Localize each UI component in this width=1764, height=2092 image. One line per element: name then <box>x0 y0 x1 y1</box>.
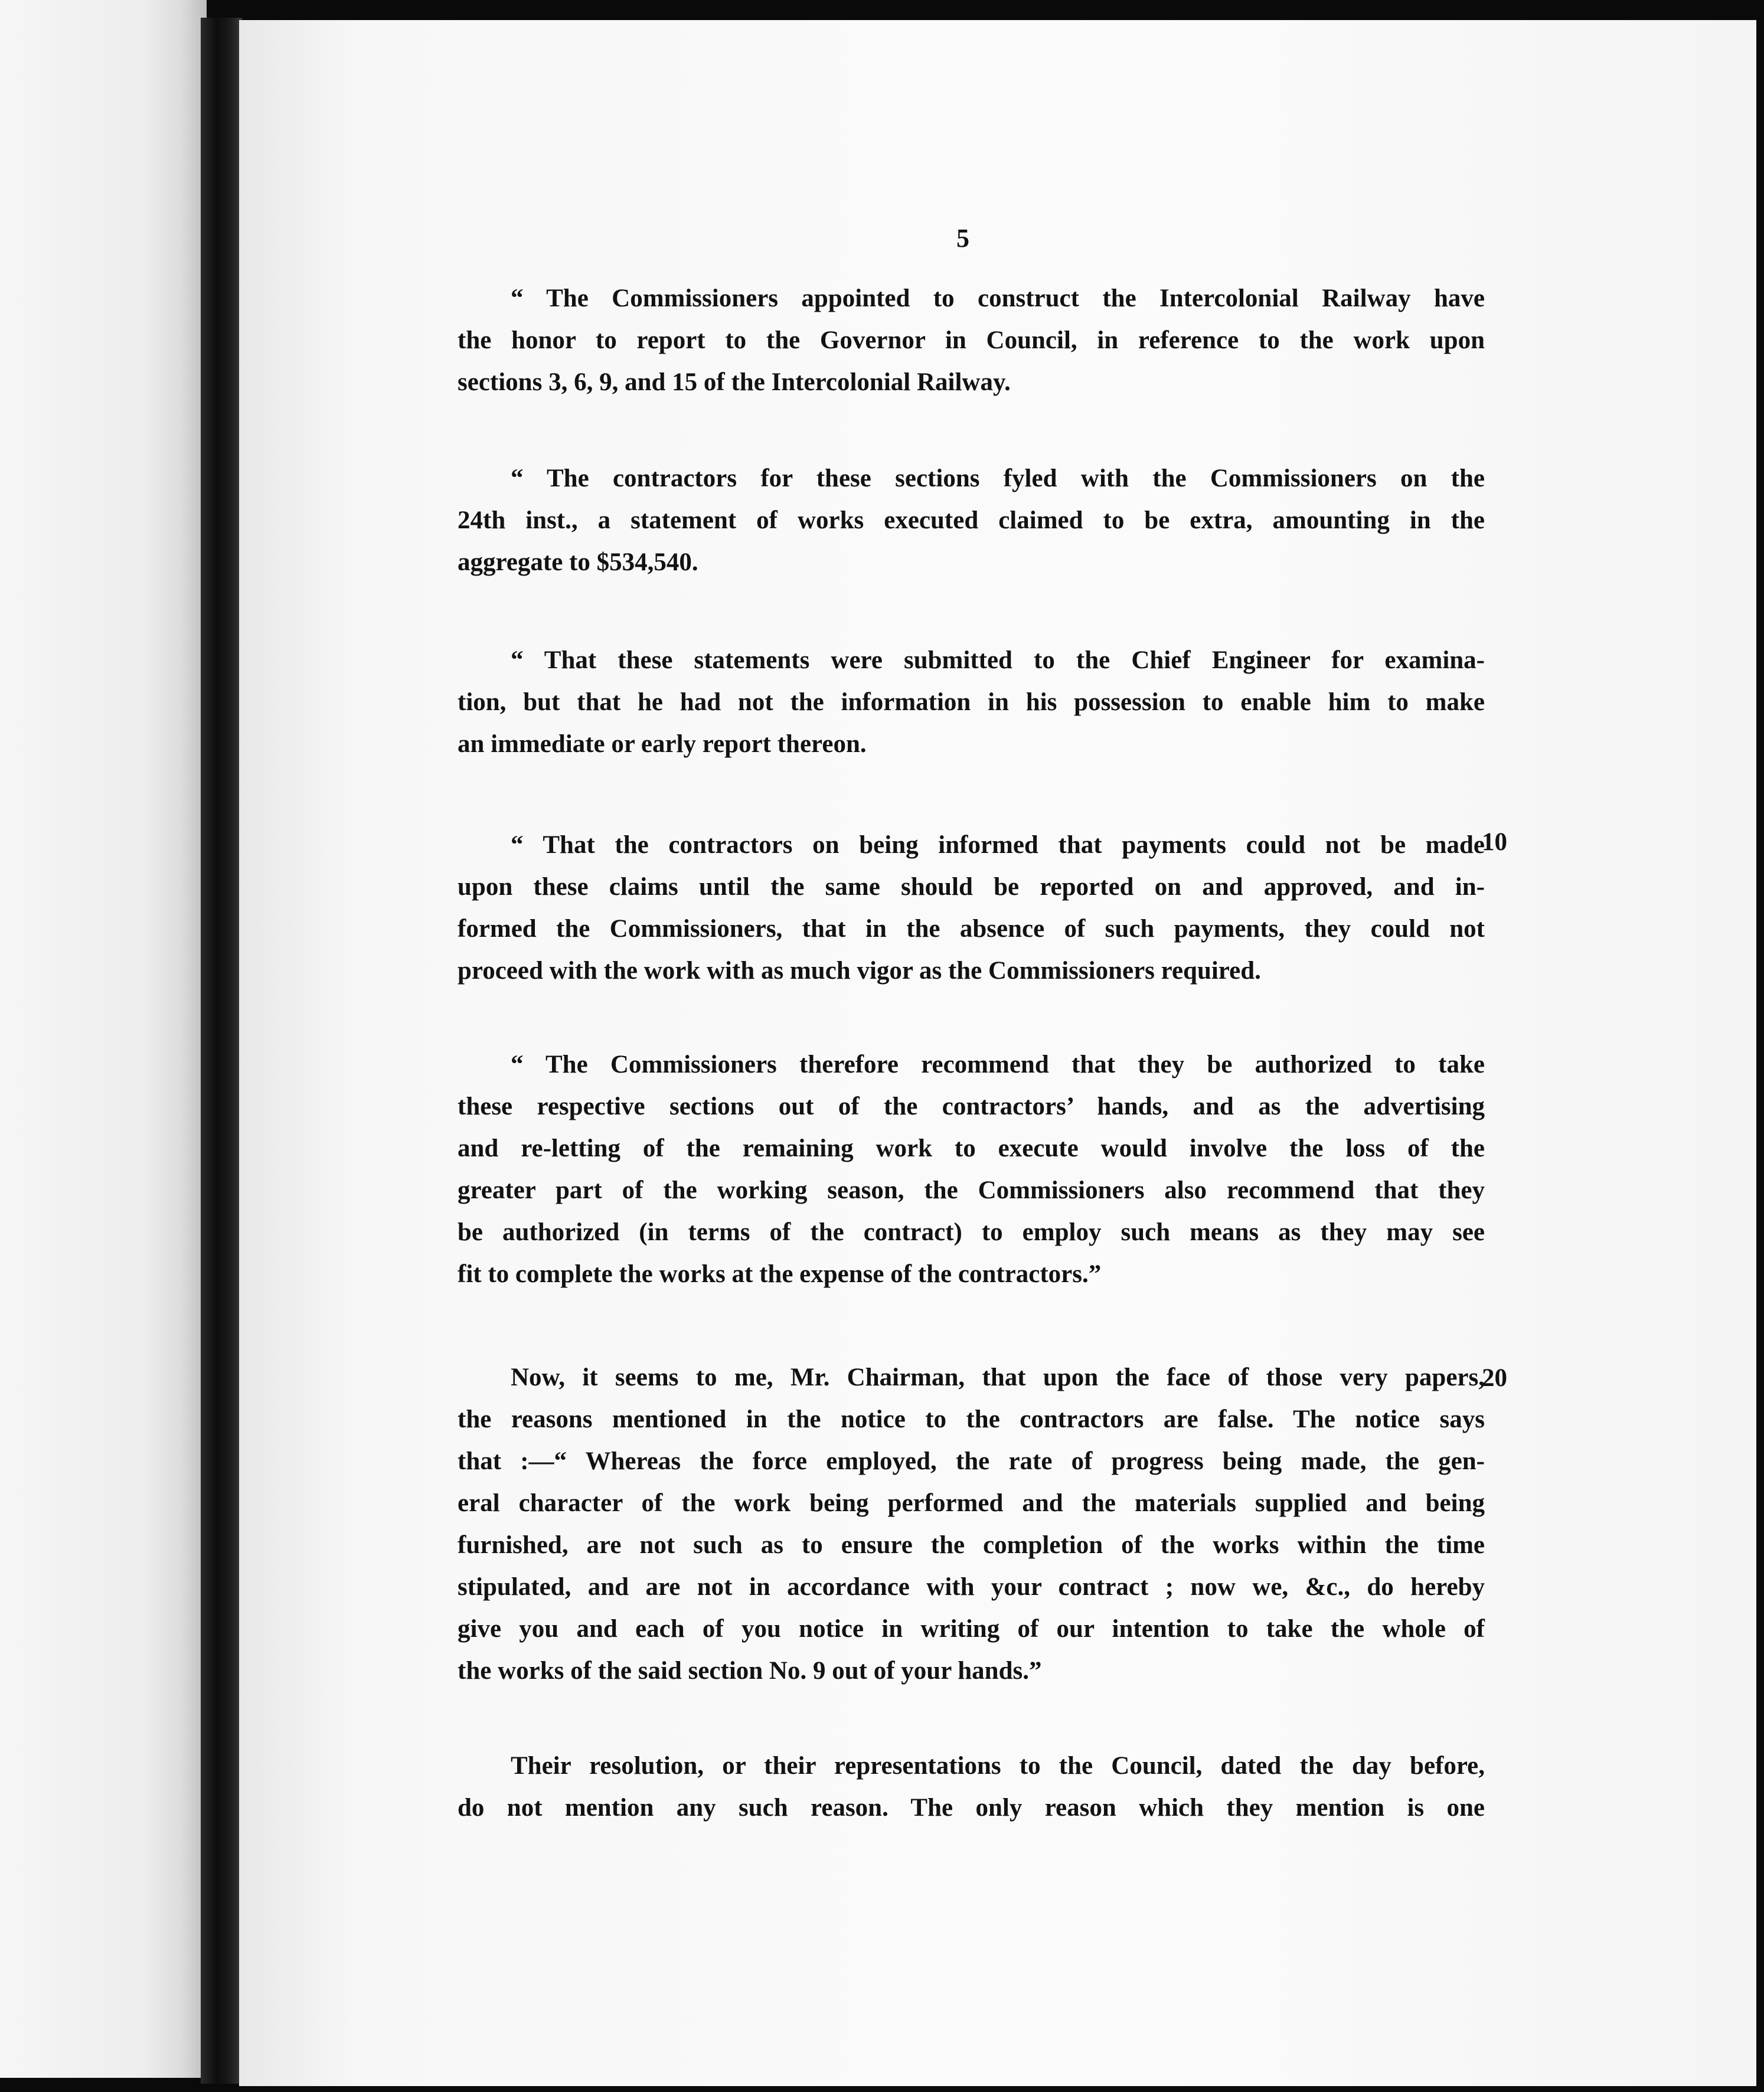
page-number: 5 <box>956 224 969 253</box>
left-page-edge <box>0 0 207 2078</box>
text-line: the reasons mentioned in the notice to the contractors are false. The notice says <box>458 1405 1485 1433</box>
text-line: 24th inst., a statement of works executed claimed to be extra, amounting in the <box>458 506 1485 534</box>
margin-line-number: 10 <box>1482 828 1507 856</box>
text-line: “ That the contractors on being informed that payments could not be made <box>511 831 1485 859</box>
text-line: proceed with the work with as much vigor as the Commissioners required. <box>458 957 1261 985</box>
text-line: Their resolution, or their representations to the Council, dated the day before, <box>511 1752 1485 1780</box>
text-line: be authorized (in terms of the contract) to employ such means as they may see <box>458 1218 1485 1246</box>
text-line: aggregate to $534,540. <box>458 548 698 576</box>
book-binding <box>201 18 242 2084</box>
margin-line-number: 20 <box>1482 1364 1507 1392</box>
text-line: formed the Commissioners, that in the absence of such payments, they could not <box>458 915 1485 943</box>
text-line: and re-letting of the remaining work to execute would involve the loss of the <box>458 1135 1485 1162</box>
text-line: “ The Commissioners appointed to construct the Intercolonial Railway have <box>511 285 1485 312</box>
text-line: the honor to report to the Governor in Council, in reference to the work upon <box>458 326 1485 354</box>
text-line: fit to complete the works at the expense of the contractors.” <box>458 1260 1102 1288</box>
text-line: “ That these statements were submitted to the Chief Engineer for examina- <box>511 646 1485 674</box>
text-line: stipulated, and are not in accordance with your contract ; now we, &c., do hereby <box>458 1573 1485 1601</box>
text-line: an immediate or early report thereon. <box>458 730 867 758</box>
paragraph-6 <box>458 1356 1485 1692</box>
text-line: “ The Commissioners therefore recommend that they be authorized to take <box>511 1051 1485 1078</box>
text-line: furnished, are not such as to ensure the completion of the works within the time <box>458 1531 1485 1559</box>
text-line: that :—“ Whereas the force employed, the rate of progress being made, the gen- <box>458 1447 1485 1475</box>
text-line: “ The contractors for these sections fyled with the Commissioners on the <box>511 465 1485 492</box>
text-line: eral character of the work being performed and the materials supplied and being <box>458 1489 1485 1517</box>
text-line: do not mention any such reason. The only reason which they mention is one <box>458 1794 1485 1822</box>
paragraph-1 <box>458 277 1485 403</box>
text-line: upon these claims until the same should be reported on and approved, and in- <box>458 873 1485 901</box>
paragraph-3 <box>458 639 1485 765</box>
text-line: the works of the said section No. 9 out of your hands.” <box>458 1657 1042 1685</box>
text-line: Now, it seems to me, Mr. Chairman, that upon the face of those very papers, <box>511 1364 1485 1391</box>
text-line: sections 3, 6, 9, and 15 of the Intercolonial Railway. <box>458 368 1011 396</box>
paragraph-7 <box>458 1745 1485 1829</box>
text-line: greater part of the working season, the Commissioners also recommend that they <box>458 1176 1485 1204</box>
paragraph-4 <box>458 824 1485 992</box>
paragraph-2 <box>458 457 1485 583</box>
text-line: tion, but that he had not the information in his possession to enable him to make <box>458 688 1485 716</box>
text-line: these respective sections out of the contractors’ hands, and as the advertising <box>458 1093 1485 1120</box>
text-line: give you and each of you notice in writing of our intention to take the whole of <box>458 1615 1485 1643</box>
paragraph-5 <box>458 1044 1485 1295</box>
